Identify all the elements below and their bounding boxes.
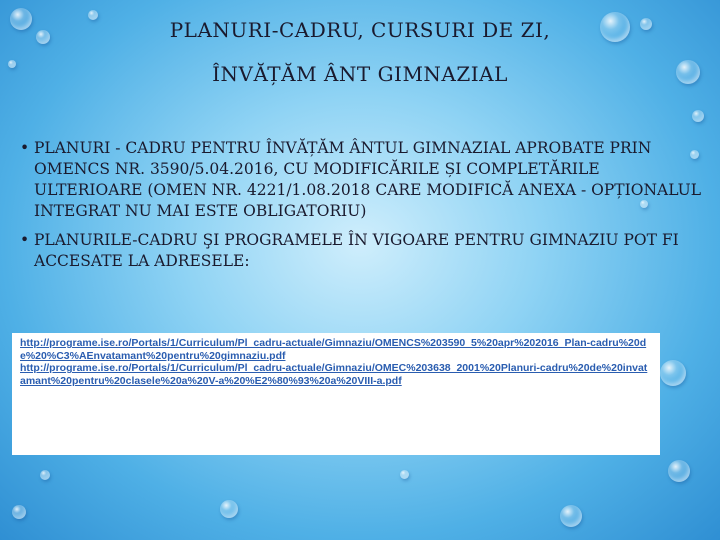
bullet-list [20, 138, 710, 280]
bullet-text: PLANURILE-CADRU ŞI PROGRAMELE ÎN VIGOARE PENTRU GIMNAZIU POT FI ACCESATE LA ADRESELE: [34, 231, 679, 270]
bullet-item [20, 138, 710, 222]
water-drop [40, 470, 50, 480]
links-box [12, 333, 660, 455]
water-drop [668, 460, 690, 482]
bullet-text: PLANURI - CADRU PENTRU ÎNVĂȚĂM ÂNTUL GIMNAZIAL APROBATE PRIN OMENCS NR. 3590/5.04.2016, CU MODIFICĂRILE ȘI COMPLETĂRILE ULTERIOARE (OMEN NR. 4221/1.08.2018 CARE MODIFICĂ ANEXA - OPȚIONALUL INTEGRAT NU MAI ESTE OBLIGATORIU) [34, 139, 701, 220]
curriculum-link[interactable]: http://programe.ise.ro/Portals/1/Curriculum/Pl_cadru-actuale/Gimnaziu/OMEC%203638_2001%20Planuri-cadru%20de%20invatamant%20pentru%20clasele%20a%20V-a%20%E2%80%93%20a%20VIII-a.pdf [20, 362, 648, 387]
water-drop [400, 470, 409, 479]
water-drop [660, 360, 686, 386]
water-drop [220, 500, 238, 518]
water-drop [12, 505, 26, 519]
water-drop [560, 505, 582, 527]
slide-title-line1: PLANURI-CADRU, CURSURI DE ZI, [169, 18, 551, 42]
slide-title-line2: ÎNVĂȚĂM ÂNT GIMNAZIAL [212, 62, 508, 86]
curriculum-link[interactable]: http://programe.ise.ro/Portals/1/Curriculum/Pl_cadru-actuale/Gimnaziu/OMENCS%203590_5%20apr%202016_Plan-cadru%20de%20%C3%AEnvatamant%20pentru%20gimnaziu.pdf [20, 337, 647, 362]
bullet-item [20, 230, 710, 272]
bullet-marker: • [20, 139, 30, 157]
water-drop [692, 110, 704, 122]
bullet-marker: • [20, 231, 30, 249]
